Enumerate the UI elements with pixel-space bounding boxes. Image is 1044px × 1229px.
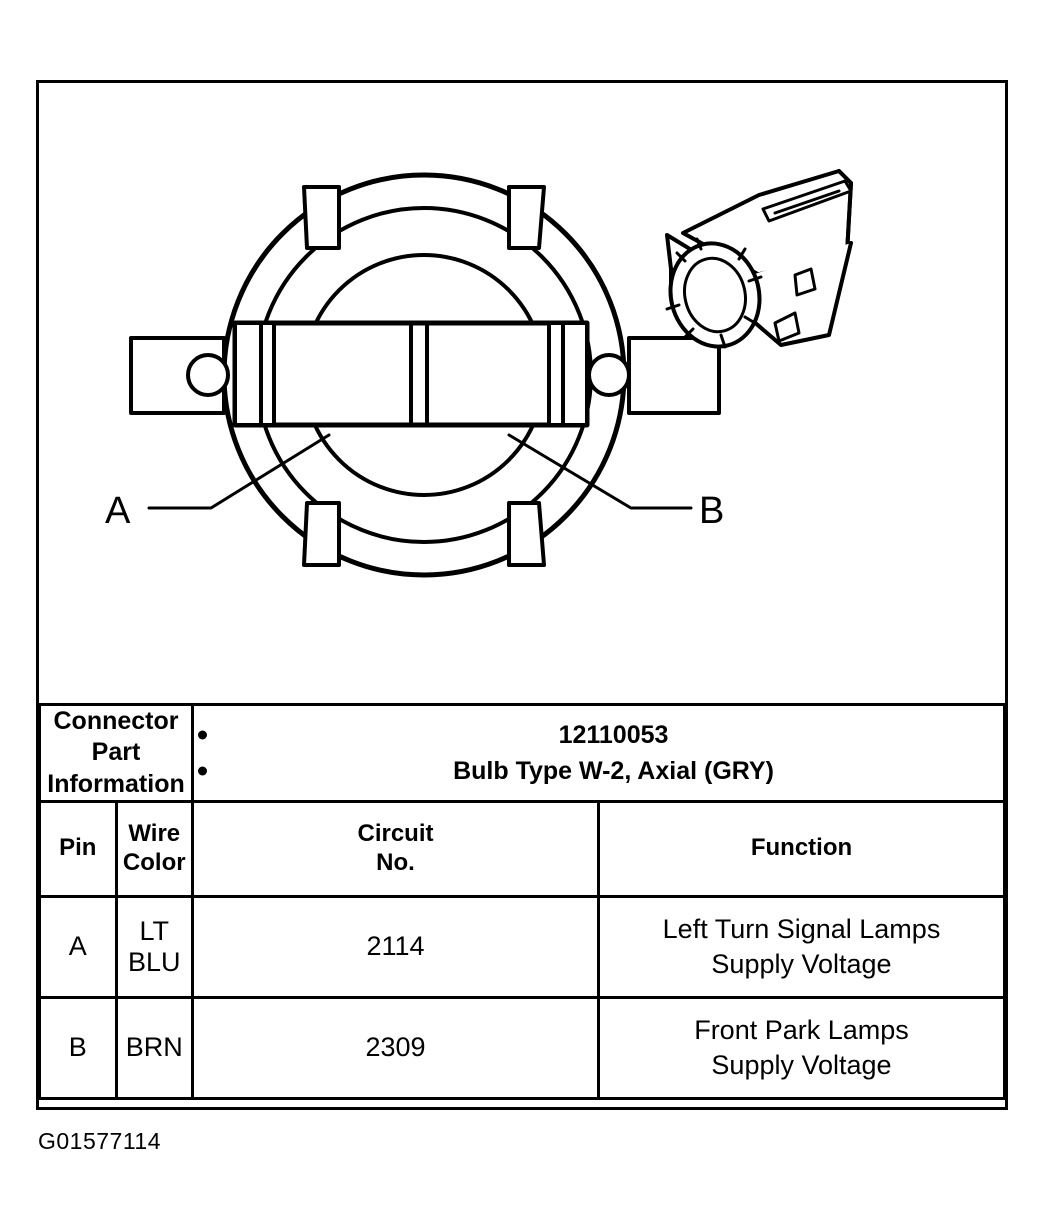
header-wire-line1: Wire xyxy=(128,819,181,847)
cpi-item-1-text: Bulb Type W-2, Axial (GRY) xyxy=(453,756,774,785)
row-0-circuit-no: 2114 xyxy=(193,896,599,997)
connector-part-information-label xyxy=(40,705,193,802)
row-1-pin: B xyxy=(40,997,117,1098)
figure-box xyxy=(36,80,1008,1110)
bullet-icon xyxy=(198,767,207,776)
cpi-item-0 xyxy=(194,717,1003,753)
row-1-circuit-no: 2309 xyxy=(193,997,599,1098)
table-row xyxy=(40,896,1005,997)
callout-label-a: A xyxy=(105,490,131,532)
cpi-item-0-text: 12110053 xyxy=(558,720,669,749)
header-wire-line2: Color xyxy=(122,848,186,876)
cpi-label-line1: Connector Part xyxy=(53,707,179,767)
header-circuit-line2: No. xyxy=(376,848,415,876)
header-circuit-no xyxy=(193,801,599,896)
table-row xyxy=(40,997,1005,1098)
row-0-pin: A xyxy=(40,896,117,997)
figure-caption: G01577114 xyxy=(38,1128,162,1154)
header-pin: Pin xyxy=(40,801,117,896)
header-wire-color xyxy=(116,801,193,896)
row-1-function-line1: Front Park Lamps xyxy=(694,1015,909,1046)
header-function: Function xyxy=(599,801,1005,896)
row-0-wire-color: LT BLU xyxy=(116,896,193,997)
connector-information-table xyxy=(38,703,1006,1100)
bullet-icon xyxy=(198,730,207,739)
bulb-socket-connector-svg xyxy=(39,83,1005,703)
row-0-function xyxy=(599,896,1005,997)
connector-part-information-values xyxy=(193,705,1005,802)
row-1-function-line2: Supply Voltage xyxy=(711,1049,892,1080)
row-1-wire-color: BRN xyxy=(116,997,193,1098)
header-circuit-line1: Circuit xyxy=(357,819,434,847)
cpi-item-1 xyxy=(194,753,1003,789)
callout-label-b: B xyxy=(699,490,725,532)
table-header-row xyxy=(40,801,1005,896)
table-row-connector-part-info xyxy=(40,705,1005,802)
row-1-function xyxy=(599,997,1005,1098)
row-0-function-line1: Left Turn Signal Lamps xyxy=(662,914,941,945)
cpi-label-line2: Information xyxy=(47,769,185,798)
row-0-function-line2: Supply Voltage xyxy=(711,948,892,979)
connector-illustration xyxy=(39,83,1005,703)
